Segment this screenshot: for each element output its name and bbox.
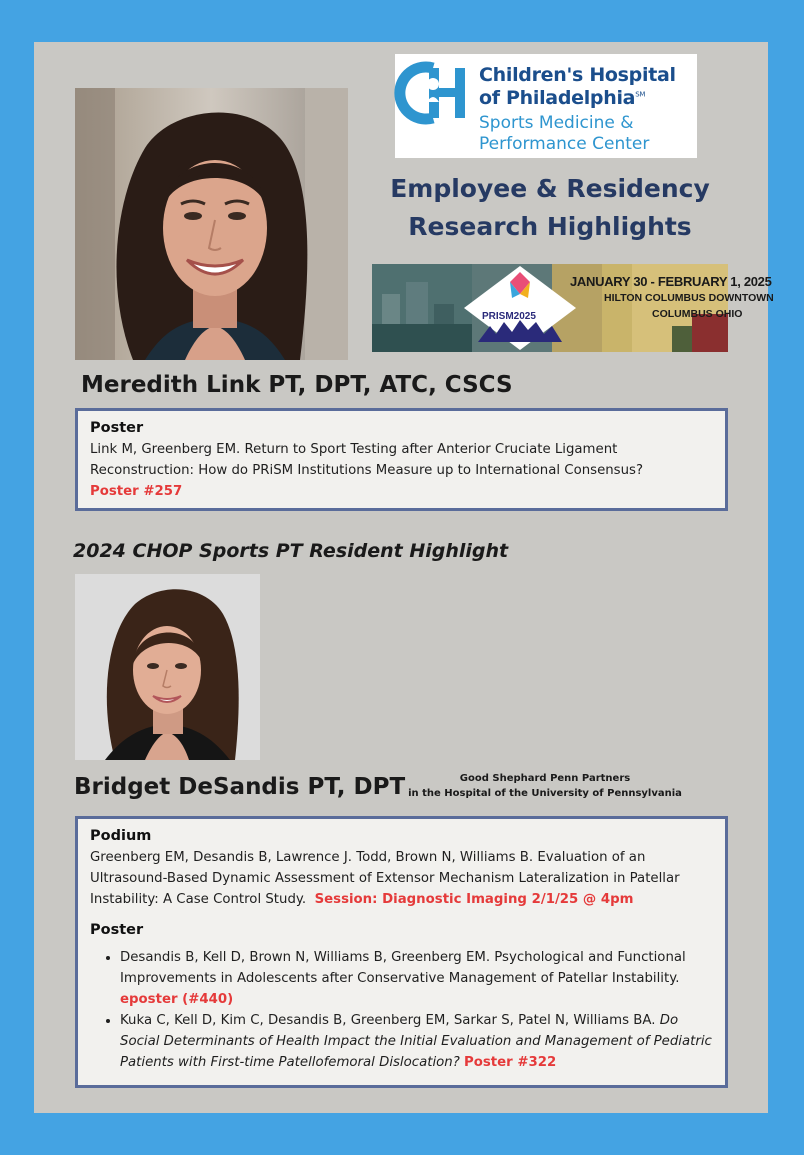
poster-list	[90, 947, 713, 1073]
meredith-link-name: Meredith Link PT, DPT, ATC, CSCS	[81, 372, 513, 398]
poster-number: Poster #257	[90, 484, 183, 499]
podium-citation	[90, 847, 713, 910]
meredith-link-photo	[75, 88, 348, 360]
bridget-desandis-photo	[75, 574, 260, 760]
section-gap	[90, 910, 713, 920]
poster-heading-2: Poster	[90, 922, 144, 938]
poster-list-item	[120, 947, 713, 1010]
logo-line-1: Children's Hospital	[479, 64, 676, 86]
logo-line-2-text: of Philadelphia	[479, 87, 636, 109]
chop-logo	[395, 54, 697, 158]
logo-service-mark: SM	[635, 90, 646, 99]
page-title	[370, 170, 730, 246]
podium-citation-text: Greenberg EM, Desandis B, Lawrence J. Todd, Brown N, Williams B. Evaluation of an Ultrasound-Based Dynamic Assessment of Extensor Mechanism Lateralization in Patellar Instability: A Case Control Study.	[90, 850, 680, 907]
poster-2-tag: Poster #322	[464, 1055, 557, 1070]
logo-line-2	[479, 87, 645, 109]
page-title-line-1: Employee & Residency	[390, 174, 710, 203]
page-title-line-2: Research Highlights	[408, 212, 692, 241]
resident-highlight-heading: 2024 CHOP Sports PT Resident Highlight	[73, 540, 509, 562]
logo-line-4: Performance Center	[479, 134, 650, 154]
poster-2-authors: Kuka C, Kell D, Kim C, Desandis B, Greenberg EM, Sarkar S, Patel N, Williams BA.	[120, 1013, 656, 1028]
podium-heading: Podium	[90, 828, 152, 844]
conference-dates: JANUARY 30 - FEBRUARY 1, 2025	[570, 274, 772, 289]
poster-1-citation: Desandis B, Kell D, Brown N, Williams B, Greenberg EM. Psychological and Functional Improvements in Adolescents after Conservative Management of Patellar Instability.	[120, 950, 686, 986]
affiliation-line-1: Good Shephard Penn Partners	[459, 773, 631, 784]
meredith-link-poster-box	[75, 408, 728, 511]
prism-2025-label: PRISM2025	[482, 311, 536, 322]
logo-line-3: Sports Medicine &	[479, 113, 634, 133]
conference-city: COLUMBUS OHIO	[652, 308, 743, 320]
affiliation-line-2: in the Hospital of the University of Pennsylvania	[408, 788, 682, 799]
poster-heading: Poster	[90, 420, 144, 436]
chop-logo-mark-icon	[399, 62, 471, 124]
bridget-affiliation	[400, 771, 690, 801]
poster-citation: Link M, Greenberg EM. Return to Sport Testing after Anterior Cruciate Ligament Reconstruction: How do PRiSM Institutions Measure up to International Consensus?	[90, 442, 644, 478]
flyer-panel	[34, 42, 774, 1113]
poster-2-title: Do Social Determinants of Health Impact the Initial Evaluation and Management of Pediatric Patients with First-time Patellofemoral Dislocation?	[120, 1013, 712, 1070]
poster-list-item	[120, 1010, 713, 1073]
bridget-desandis-research-box	[75, 816, 728, 1088]
bridget-desandis-name: Bridget DeSandis PT, DPT	[74, 774, 406, 800]
poster-1-tag: eposter (#440)	[120, 992, 234, 1007]
prism-2025-banner	[372, 264, 774, 352]
conference-venue: HILTON COLUMBUS DOWNTOWN	[604, 292, 774, 304]
podium-session: Session: Diagnostic Imaging 2/1/25 @ 4pm	[314, 892, 634, 907]
